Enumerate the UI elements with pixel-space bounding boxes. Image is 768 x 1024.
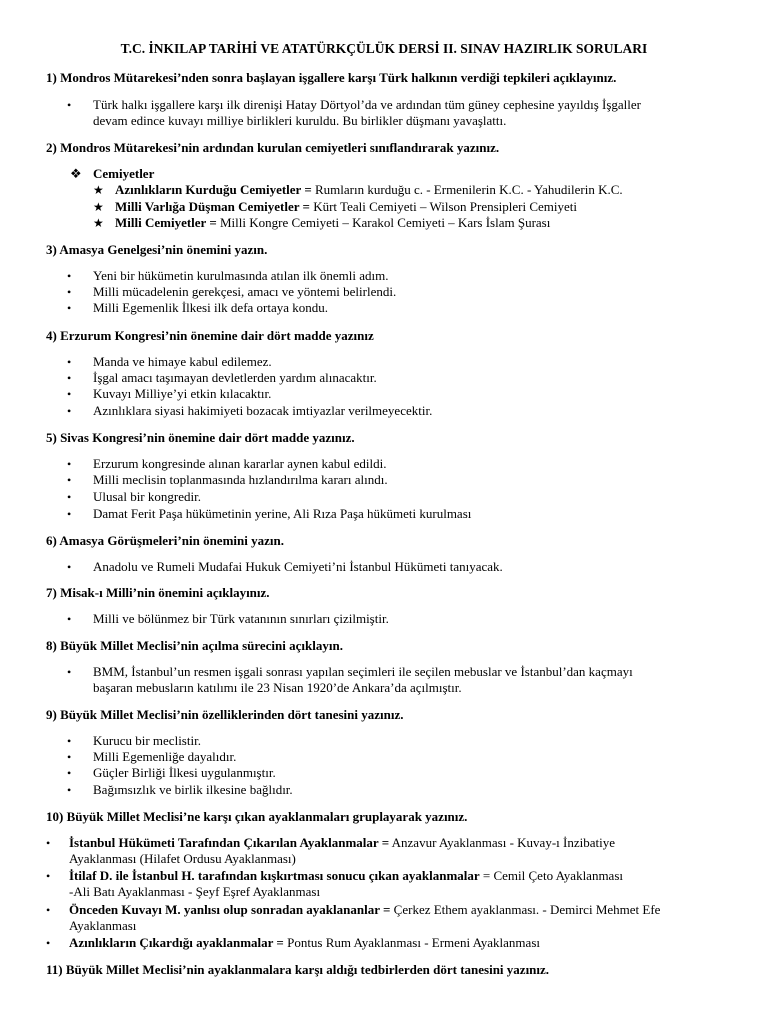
bullet-icon: • — [67, 560, 72, 574]
item-label: Azınlıkların Kurduğu Cemiyetler = — [115, 182, 312, 197]
item-text: = Cemil Çeto Ayaklanması — [479, 868, 623, 883]
question-2: 2) Mondros Mütarekesi’nin ardından kurulan cemiyetleri sınıflandırarak yazınız. — [46, 140, 500, 155]
item-text: Çerkez Ethem ayaklanması. - Demirci Mehmet Efe — [390, 902, 661, 917]
bullet-icon: • — [46, 869, 51, 883]
bullet-icon: • — [67, 98, 72, 112]
item-label: İstanbul Hükümeti Tarafından Çıkarılan Ayaklanmalar = — [69, 835, 390, 850]
bullet-icon: • — [67, 612, 72, 626]
question-11: 11) Büyük Millet Meclisi’nin ayaklanmalara karşı aldığı tedbirlerden dört tanesini yazınız. — [46, 962, 550, 977]
bullet-icon: • — [67, 371, 72, 385]
answer-text: devam edince kuvayı milliye birlikleri kuruldu. Bu birlikler düşmanı yavaşlattı. — [93, 113, 507, 128]
item-text: Azınlıklara siyasi hakimiyeti bozacak imtiyazlar verilmeyecektir. — [93, 403, 433, 418]
diamond-bullet-icon: ❖ — [70, 166, 82, 181]
bullet-icon: • — [67, 750, 72, 764]
item-text: Milli meclisin toplanmasında hızlandırılma kararı alındı. — [93, 472, 388, 487]
item-text: Anadolu ve Rumeli Mudafai Hukuk Cemiyeti’ni İstanbul Hükümeti tanıyacak. — [93, 559, 503, 574]
item-text: Milli ve bölünmez bir Türk vatanının sınırları çizilmiştir. — [93, 611, 389, 626]
bullet-icon: • — [67, 766, 72, 780]
item-text: Milli mücadelenin gerekçesi, amacı ve yöntemi belirlendi. — [93, 284, 397, 299]
item-text: Kurucu bir meclistir. — [93, 733, 201, 748]
bullet-icon: • — [46, 936, 51, 950]
bullet-icon: • — [67, 387, 72, 401]
bullet-icon: • — [67, 734, 72, 748]
bullet-icon: • — [46, 903, 51, 917]
item-label: Milli Cemiyetler = — [115, 215, 217, 230]
document-title: T.C. İNKILAP TARİHİ VE ATATÜRKÇÜLÜK DERSİ II. SINAV HAZIRLIK SORULARI — [120, 41, 648, 56]
item-continuation: Ayaklanması (Hilafet Ordusu Ayaklanması) — [69, 851, 296, 866]
item-text: Bağımsızlık ve birlik ilkesine bağlıdır. — [93, 782, 293, 797]
answer-text: başaran mebusların katılımı ile 23 Nisan 1920’de Ankara’da açılmıştır. — [93, 680, 462, 695]
question-6: 6) Amasya Görüşmeleri’nin önemini yazın. — [46, 533, 284, 548]
bullet-icon: • — [67, 783, 72, 797]
item-label: Önceden Kuvayı M. yanlısı olup sonradan ayaklananlar = — [69, 902, 391, 917]
item-text: Milli Egemenlik İlkesi ilk defa ortaya kondu. — [93, 300, 329, 315]
question-3: 3) Amasya Genelgesi’nin önemini yazın. — [46, 242, 268, 257]
item-label: Azınlıkların Çıkardığı ayaklanmalar = — [69, 935, 284, 950]
item-text: Damat Ferit Paşa hükümetinin yerine, Ali Rıza Paşa hükümeti kurulması — [93, 506, 472, 521]
item-continuation: Ayaklanması — [69, 918, 137, 933]
item-text: İşgal amacı taşımayan devletlerden yardım alınacaktır. — [93, 370, 377, 385]
bullet-icon: • — [67, 507, 72, 521]
item-label: Milli Varlığa Düşman Cemiyetler = — [115, 199, 310, 214]
star-icon: ★ — [93, 200, 104, 214]
bullet-icon: • — [46, 836, 51, 850]
bullet-icon: • — [67, 404, 72, 418]
bullet-icon: • — [67, 269, 72, 283]
bullet-icon: • — [67, 355, 72, 369]
item-text: Manda ve himaye kabul edilemez. — [93, 354, 272, 369]
item-label: İtilaf D. ile İstanbul H. tarafından kışkırtması sonucu çıkan ayaklanmalar — [69, 868, 480, 883]
item-text: Rumların kurduğu c. - Ermenilerin K.C. - Yahudilerin K.C. — [311, 182, 623, 197]
answer-text: Türk halkı işgallere karşı ilk direnişi Hatay Dörtyol’da ve ardından tüm güney cephesine yayıldış İşgaller — [93, 97, 642, 112]
item-text: Milli Kongre Cemiyeti – Karakol Cemiyeti – Kars İslam Şurası — [216, 215, 551, 230]
question-5: 5) Sivas Kongresi’nin önemine dair dört madde yazınız. — [46, 430, 355, 445]
question-1: 1) Mondros Mütarekesi’nden sonra başlayan işgallere karşı Türk halkının verdiği tepkileri açıklayınız. — [46, 70, 617, 85]
item-text: Güçler Birliği İlkesi uygulanmıştır. — [93, 765, 276, 780]
item-text: Kuvayı Milliye’yi etkin kılacaktır. — [93, 386, 272, 401]
item-text: Yeni bir hükümetin kurulmasında atılan ilk önemli adım. — [93, 268, 389, 283]
item-text: Milli Egemenliğe dayalıdır. — [93, 749, 237, 764]
item-text: Pontus Rum Ayaklanması - Ermeni Ayaklanması — [283, 935, 540, 950]
question-9: 9) Büyük Millet Meclisi’nin özelliklerinden dört tanesini yazınız. — [46, 707, 404, 722]
item-text: Ulusal bir kongredir. — [93, 489, 201, 504]
question-8: 8) Büyük Millet Meclisi’nin açılma sürecini açıklayın. — [46, 638, 343, 653]
bullet-icon: • — [67, 665, 72, 679]
question-7: 7) Misak-ı Milli’nin önemini açıklayınız. — [46, 585, 270, 600]
heading-text: Cemiyetler — [93, 166, 155, 181]
bullet-icon: • — [67, 285, 72, 299]
bullet-icon: • — [67, 457, 72, 471]
question-10: 10) Büyük Millet Meclisi’ne karşı çıkan ayaklanmaları gruplayarak yazınız. — [46, 809, 468, 824]
item-text: Anzavur Ayaklanması - Kuvay-ı İnzibatiye — [389, 835, 615, 850]
bullet-icon: • — [67, 473, 72, 487]
bullet-icon: • — [67, 490, 72, 504]
star-icon: ★ — [93, 216, 104, 230]
item-continuation: -Ali Batı Ayaklanması - Şeyf Eşref Ayaklanması — [69, 884, 321, 899]
question-4: 4) Erzurum Kongresi’nin önemine dair dört madde yazınız — [46, 328, 374, 343]
bullet-icon: • — [67, 301, 72, 315]
item-text: Erzurum kongresinde alınan kararlar aynen kabul edildi. — [93, 456, 387, 471]
star-icon: ★ — [93, 183, 104, 197]
item-text: Kürt Teali Cemiyeti – Wilson Prensipleri Cemiyeti — [309, 199, 578, 214]
answer-text: BMM, İstanbul’un resmen işgali sonrası yapılan seçimleri ile seçilen mebuslar ve İstanbul’dan kaçmayı — [93, 664, 633, 679]
